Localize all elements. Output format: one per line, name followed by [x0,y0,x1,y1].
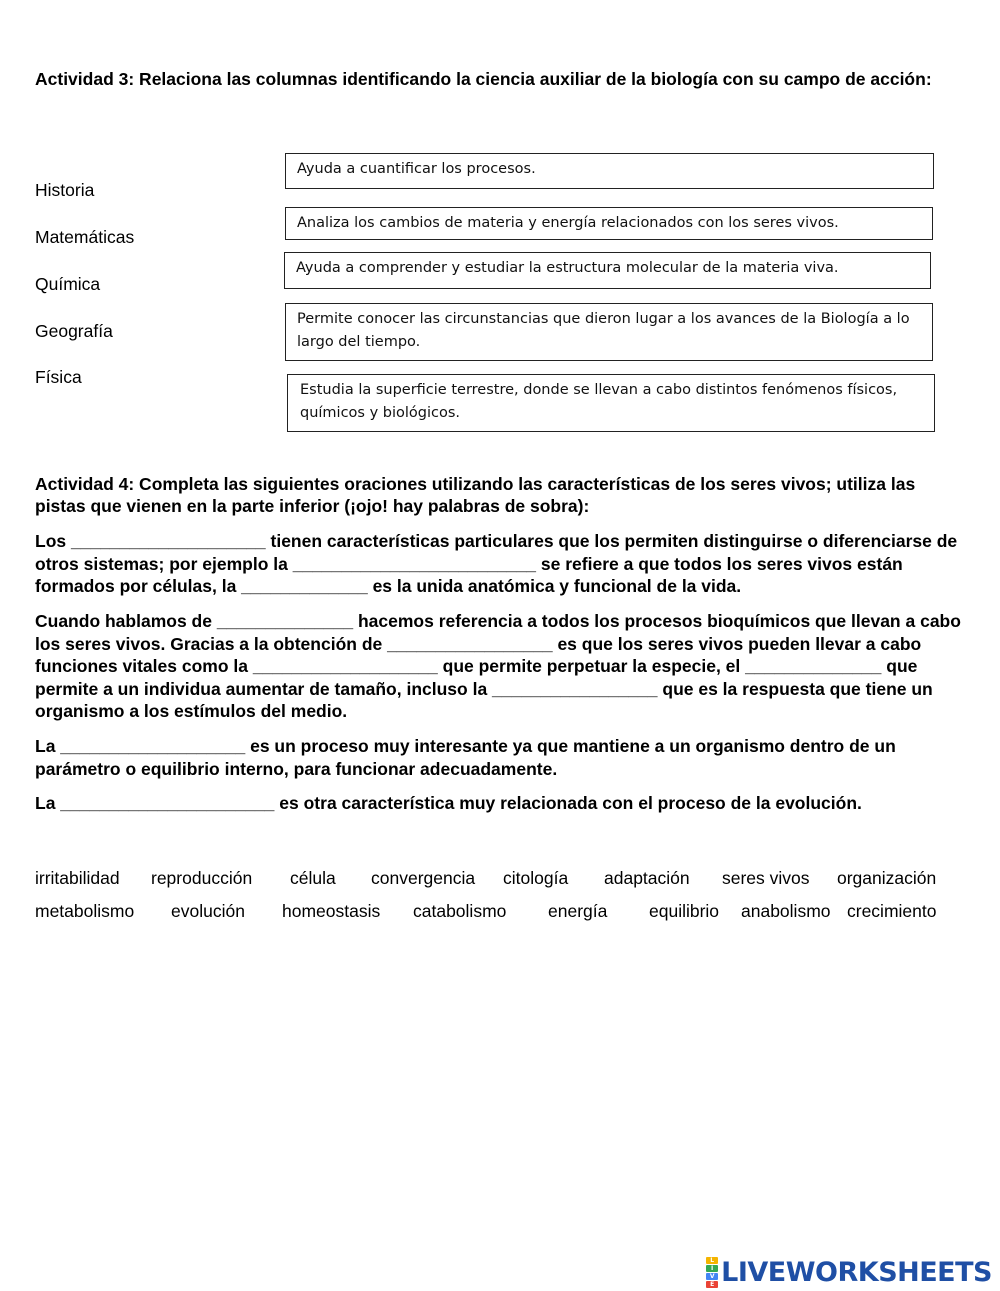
word-bank-item[interactable]: adaptación [604,868,690,888]
paragraph-text: es un proceso muy interesante ya que mantiene a un organismo dentro de un parámetro o equilibrio interno, para funcionar adecuadamente. [35,736,896,779]
paragraph-text: La [35,736,61,756]
science-label-historia: Historia [35,180,95,200]
word-bank-item[interactable]: irritabilidad [35,868,120,888]
paragraph-text: hacemos referencia a todos los procesos bioquímicos que llevan a cabo los seres vivos. Gracias a la obtención de [35,611,961,654]
fill-in-blank[interactable]: ______________ [745,656,882,676]
activity-4-heading: Actividad 4: Completa las siguientes oraciones utilizando las características de los seres vivos; utiliza las pistas que vienen en la parte inferior (¡ojo! hay palabras de sobra): [35,474,916,516]
liveworksheets-mark-icon [706,1257,718,1288]
fill-in-blank[interactable]: ___________________ [60,736,246,756]
logo-mark-block: I [706,1265,718,1272]
paragraph-text: que es la respuesta que tiene un organismo a los estímulos del medio. [35,678,933,721]
fill-in-blank[interactable]: _________________ [387,633,553,654]
fill-in-blank[interactable]: ____________________ [70,531,266,551]
word-bank-item[interactable]: citología [503,868,569,888]
fill-in-blank[interactable]: ______________________ [60,793,275,813]
paragraph-text: La [35,793,61,813]
description-box-4[interactable]: Permite conocer las circunstancias que dieron lugar a los avances de la Biología a lo largo del tiempo. [285,303,933,361]
word-bank-item[interactable]: reproducción [151,868,253,888]
fill-in-blank[interactable]: ___________________ [252,656,438,676]
logo-wordmark: LIVEWORKSHEETS [721,1256,992,1288]
logo-mark-block: V [706,1273,718,1280]
paragraph-text: tienen características particulares que los permiten distinguirse o diferenciarse de otros sistemas; por ejemplo la [35,531,958,574]
paragraph-text: que permite a un individua aumentar de tamaño, incluso la [35,656,918,699]
activity-3-heading: Actividad 3: Relaciona las columnas identificando la ciencia auxiliar de la biología con su campo de acción: [35,69,932,89]
paragraph-4 [35,792,965,815]
description-box-1[interactable]: Ayuda a cuantificar los procesos. [285,153,934,189]
word-bank-item[interactable]: equilibrio [649,901,720,921]
description-box-3[interactable]: Ayuda a comprender y estudiar la estructura molecular de la materia viva. [284,252,931,289]
word-bank-item[interactable]: catabolismo [413,901,507,921]
paragraph-text: se refiere a que todos los seres vivos están formados por células, la [35,553,903,596]
paragraph-text: es otra característica muy relacionada con el proceso de la evolución. [274,793,862,813]
word-bank-item[interactable]: crecimiento [847,901,937,921]
word-bank-item[interactable]: evolución [171,901,245,921]
liveworksheets-logo[interactable] [706,1256,992,1288]
paragraph-text: es la unida anatómica y funcional de la vida. [367,576,742,596]
science-label-geografia: Geografía [35,321,113,341]
science-label-quimica: Química [35,274,101,294]
word-bank-item[interactable]: convergencia [371,868,476,888]
description-box-5[interactable]: Estudia la superficie terrestre, donde se llevan a cabo distintos fenómenos físicos, químicos y biológicos. [287,374,935,432]
word-bank-item[interactable]: célula [290,868,336,888]
description-box-2[interactable]: Analiza los cambios de materia y energía relacionados con los seres vivos. [285,207,933,240]
paragraph-text: que permite perpetuar la especie, el [437,656,746,676]
paragraph-1 [35,530,965,598]
paragraph-3 [35,735,965,780]
paragraph-text: es que los seres vivos pueden llevar a cabo funciones vitales como la [35,633,922,676]
word-bank-item[interactable]: seres vivos [722,868,810,888]
science-label-fisica: Física [35,367,82,387]
science-label-matematicas: Matemáticas [35,227,135,247]
paragraph-text: Los [35,531,71,551]
word-bank-item[interactable]: homeostasis [282,901,381,921]
word-bank-item[interactable]: anabolismo [741,901,831,921]
paragraph-2 [35,610,970,723]
word-bank-item[interactable]: organización [837,868,937,888]
word-bank-item[interactable]: energía [548,901,608,921]
paragraph-text: Cuando hablamos de [35,611,217,631]
fill-in-blank[interactable]: _____________ [241,576,368,596]
fill-in-blank[interactable]: _________________ [492,678,658,699]
fill-in-blank[interactable]: ______________ [216,611,354,631]
fill-in-blank[interactable]: _________________________ [292,553,537,574]
logo-mark-block: L [706,1257,718,1264]
word-bank-item[interactable]: metabolismo [35,901,135,921]
logo-mark-block: E [706,1281,718,1288]
